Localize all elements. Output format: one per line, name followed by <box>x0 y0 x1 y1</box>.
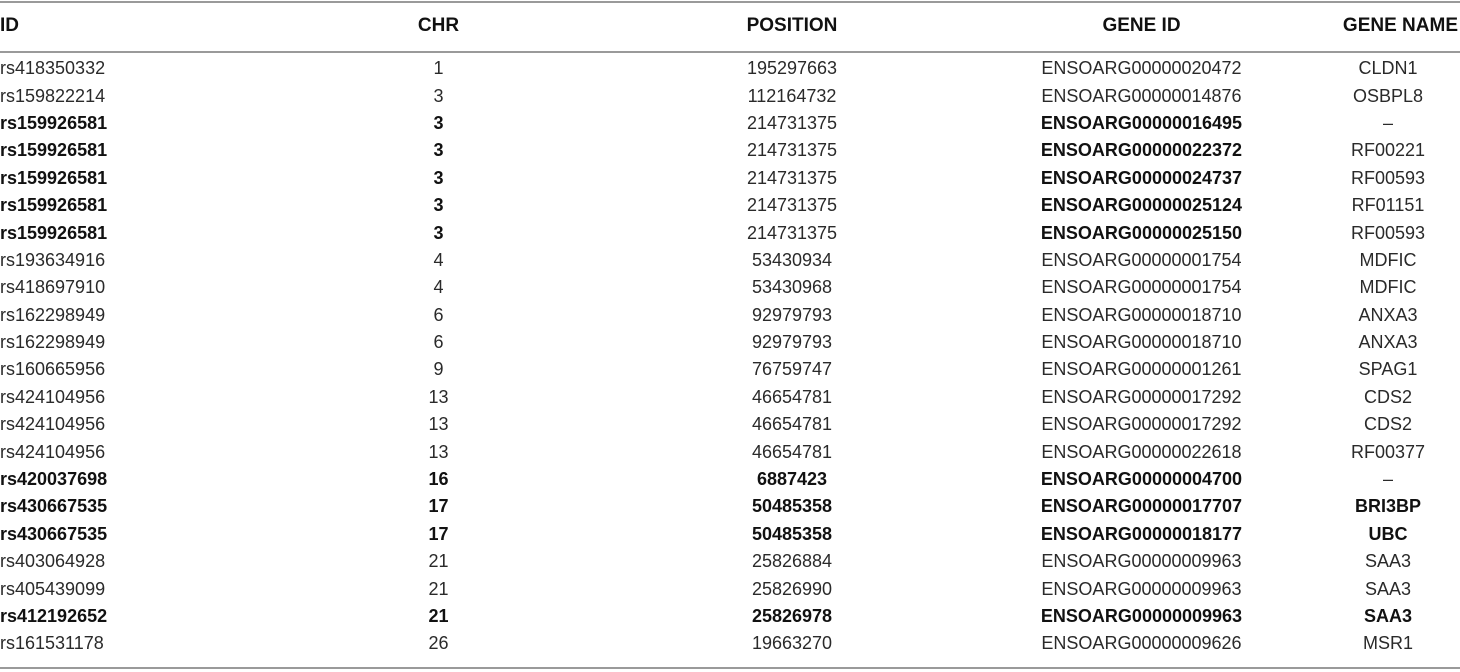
header-chr: CHR <box>417 15 460 36</box>
header-id: ID <box>0 15 19 36</box>
table-row <box>0 356 1460 383</box>
bottom-rule <box>0 667 1460 669</box>
cell-chr: 13 <box>428 386 449 407</box>
cell-position: 6887423 <box>756 469 828 490</box>
cell-gene-name: CDS2 <box>1363 386 1412 407</box>
cell-id: rs159926581 <box>0 167 108 188</box>
cell-id: rs424104956 <box>0 386 106 407</box>
cell-id: rs193634916 <box>0 249 106 270</box>
cell-gene-id: ENSOARG00000018710 <box>1041 332 1242 353</box>
cell-gene-id: ENSOARG00000014876 <box>1041 85 1242 106</box>
table-row <box>0 302 1460 329</box>
header-rule <box>0 51 1460 53</box>
table-row <box>0 110 1460 137</box>
cell-position: 53430968 <box>751 277 833 298</box>
table-row <box>0 329 1460 356</box>
cell-gene-id: ENSOARG00000009963 <box>1041 578 1242 599</box>
cell-position: 46654781 <box>751 414 833 435</box>
table-row <box>0 521 1460 548</box>
cell-gene-name: SPAG1 <box>1358 359 1418 380</box>
cell-position: 214731375 <box>746 195 838 216</box>
table-body <box>0 51 1460 658</box>
table-row <box>0 384 1460 411</box>
cell-gene-id: ENSOARG00000022372 <box>1040 140 1243 161</box>
cell-id: rs430667535 <box>0 523 108 544</box>
cell-chr: 3 <box>433 85 444 106</box>
cell-gene-id: ENSOARG00000024737 <box>1040 167 1243 188</box>
table-row <box>0 603 1460 630</box>
cell-gene-id: ENSOARG00000018177 <box>1040 523 1243 544</box>
cell-id: rs160665956 <box>0 359 106 380</box>
cell-id: rs420037698 <box>0 469 108 490</box>
cell-id: rs159822214 <box>0 85 106 106</box>
cell-position: 92979793 <box>751 332 833 353</box>
cell-gene-name: MDFIC <box>1359 249 1417 270</box>
cell-id: rs418350332 <box>0 58 106 79</box>
cell-gene-name: ANXA3 <box>1358 304 1418 325</box>
cell-position: 214731375 <box>746 167 838 188</box>
cell-gene-name: CLDN1 <box>1358 58 1418 79</box>
cell-chr: 4 <box>433 249 444 270</box>
cell-gene-id: ENSOARG00000001261 <box>1041 359 1242 380</box>
cell-position: 19663270 <box>751 633 833 654</box>
table-row <box>0 165 1460 192</box>
cell-chr: 6 <box>433 304 444 325</box>
cell-position: 46654781 <box>751 386 833 407</box>
cell-chr: 3 <box>433 222 444 243</box>
cell-id: rs159926581 <box>0 222 108 243</box>
cell-id: rs162298949 <box>0 332 106 353</box>
cell-gene-name: – <box>1382 469 1393 490</box>
cell-position: 25826978 <box>751 606 833 626</box>
cell-id: rs161531178 <box>0 633 104 654</box>
header-gene-id: GENE ID <box>1102 15 1181 36</box>
cell-position: 76759747 <box>751 359 833 380</box>
cell-id: rs159926581 <box>0 140 108 161</box>
cell-gene-id: ENSOARG00000009626 <box>1041 633 1242 654</box>
cell-id: rs159926581 <box>0 195 108 216</box>
cell-chr: 3 <box>433 112 444 133</box>
cell-position: 214731375 <box>746 112 838 133</box>
cell-chr: 3 <box>433 167 444 188</box>
snp-gene-table <box>0 1 1460 658</box>
cell-gene-id: ENSOARG00000017707 <box>1040 496 1243 517</box>
table-row <box>0 219 1460 246</box>
cell-chr: 16 <box>428 469 449 490</box>
table-row <box>0 274 1460 301</box>
cell-gene-id: ENSOARG00000025124 <box>1040 195 1243 216</box>
cell-gene-name: UBC <box>1368 523 1408 544</box>
cell-position: 112164732 <box>747 85 837 106</box>
cell-id: rs162298949 <box>0 304 106 325</box>
cell-gene-name: CDS2 <box>1363 414 1412 435</box>
cell-gene-id: ENSOARG00000016495 <box>1040 112 1243 133</box>
cell-gene-name: – <box>1382 112 1393 133</box>
cell-gene-name: RF00221 <box>1350 140 1426 161</box>
cell-chr: 21 <box>428 551 449 572</box>
cell-chr: 17 <box>428 523 449 544</box>
cell-position: 214731375 <box>746 140 838 161</box>
cell-gene-name: RF00593 <box>1350 167 1426 188</box>
table-row <box>0 192 1460 219</box>
table-row <box>0 575 1460 602</box>
cell-chr: 21 <box>428 578 449 599</box>
cell-gene-id: ENSOARG00000020472 <box>1041 58 1242 79</box>
cell-position: 50485358 <box>751 496 833 517</box>
cell-id: rs430667535 <box>0 496 108 517</box>
cell-chr: 9 <box>433 359 444 380</box>
cell-chr: 4 <box>433 277 444 298</box>
table-row <box>0 466 1460 493</box>
table-row <box>0 411 1460 438</box>
cell-chr: 13 <box>428 414 449 435</box>
cell-position: 92979793 <box>751 304 833 325</box>
cell-gene-id: ENSOARG00000025150 <box>1040 222 1243 243</box>
cell-position: 195297663 <box>746 58 838 79</box>
cell-chr: 1 <box>433 58 444 79</box>
cell-position: 53430934 <box>751 249 833 270</box>
cell-position: 46654781 <box>751 441 833 462</box>
cell-chr: 21 <box>428 606 449 626</box>
cell-gene-name: RF01151 <box>1351 195 1425 216</box>
cell-id: rs418697910 <box>0 277 106 298</box>
cell-gene-name: BRI3BP <box>1354 496 1421 517</box>
cell-gene-id: ENSOARG00000001754 <box>1041 277 1242 298</box>
table-row <box>0 438 1460 465</box>
table-row <box>0 247 1460 274</box>
cell-chr: 3 <box>433 140 444 161</box>
table-row <box>0 82 1460 109</box>
cell-gene-name: SAA3 <box>1363 606 1412 626</box>
cell-gene-name: SAA3 <box>1364 578 1412 599</box>
cell-id: rs159926581 <box>0 112 108 133</box>
cell-gene-name: MSR1 <box>1362 633 1413 654</box>
cell-gene-name: OSBPL8 <box>1352 85 1424 106</box>
header-position: POSITION <box>746 15 838 36</box>
table-row <box>0 51 1460 82</box>
cell-position: 25826884 <box>751 551 833 572</box>
cell-gene-name: ANXA3 <box>1358 332 1418 353</box>
cell-chr: 17 <box>428 496 449 517</box>
cell-id: rs405439099 <box>0 578 106 599</box>
cell-chr: 3 <box>433 195 444 216</box>
cell-gene-id: ENSOARG00000009963 <box>1040 606 1243 626</box>
table-row <box>0 137 1460 164</box>
cell-gene-id: ENSOARG00000001754 <box>1041 249 1242 270</box>
cell-id: rs412192652 <box>0 606 108 626</box>
cell-gene-id: ENSOARG00000018710 <box>1041 304 1242 325</box>
cell-gene-name: RF00377 <box>1350 441 1426 462</box>
header-gene-name: GENE NAME <box>1342 15 1458 36</box>
cell-id: rs403064928 <box>0 551 106 572</box>
cell-gene-name: MDFIC <box>1359 277 1417 298</box>
table-row <box>0 548 1460 575</box>
cell-position: 50485358 <box>751 523 833 544</box>
cell-id: rs424104956 <box>0 414 106 435</box>
cell-gene-name: SAA3 <box>1364 551 1412 572</box>
cell-position: 214731375 <box>746 222 838 243</box>
cell-chr: 6 <box>433 332 444 353</box>
cell-gene-id: ENSOARG00000017292 <box>1041 386 1242 407</box>
cell-gene-id: ENSOARG00000017292 <box>1041 414 1242 435</box>
cell-chr: 26 <box>428 633 449 654</box>
cell-position: 25826990 <box>751 578 833 599</box>
cell-gene-id: ENSOARG00000022618 <box>1041 441 1242 462</box>
cell-id: rs424104956 <box>0 441 106 462</box>
cell-gene-id: ENSOARG00000004700 <box>1040 469 1243 490</box>
cell-gene-id: ENSOARG00000009963 <box>1041 551 1242 572</box>
table-row <box>0 630 1460 657</box>
header-row <box>0 1 1460 51</box>
cell-chr: 13 <box>428 441 449 462</box>
cell-gene-name: RF00593 <box>1350 222 1426 243</box>
table-row <box>0 493 1460 520</box>
